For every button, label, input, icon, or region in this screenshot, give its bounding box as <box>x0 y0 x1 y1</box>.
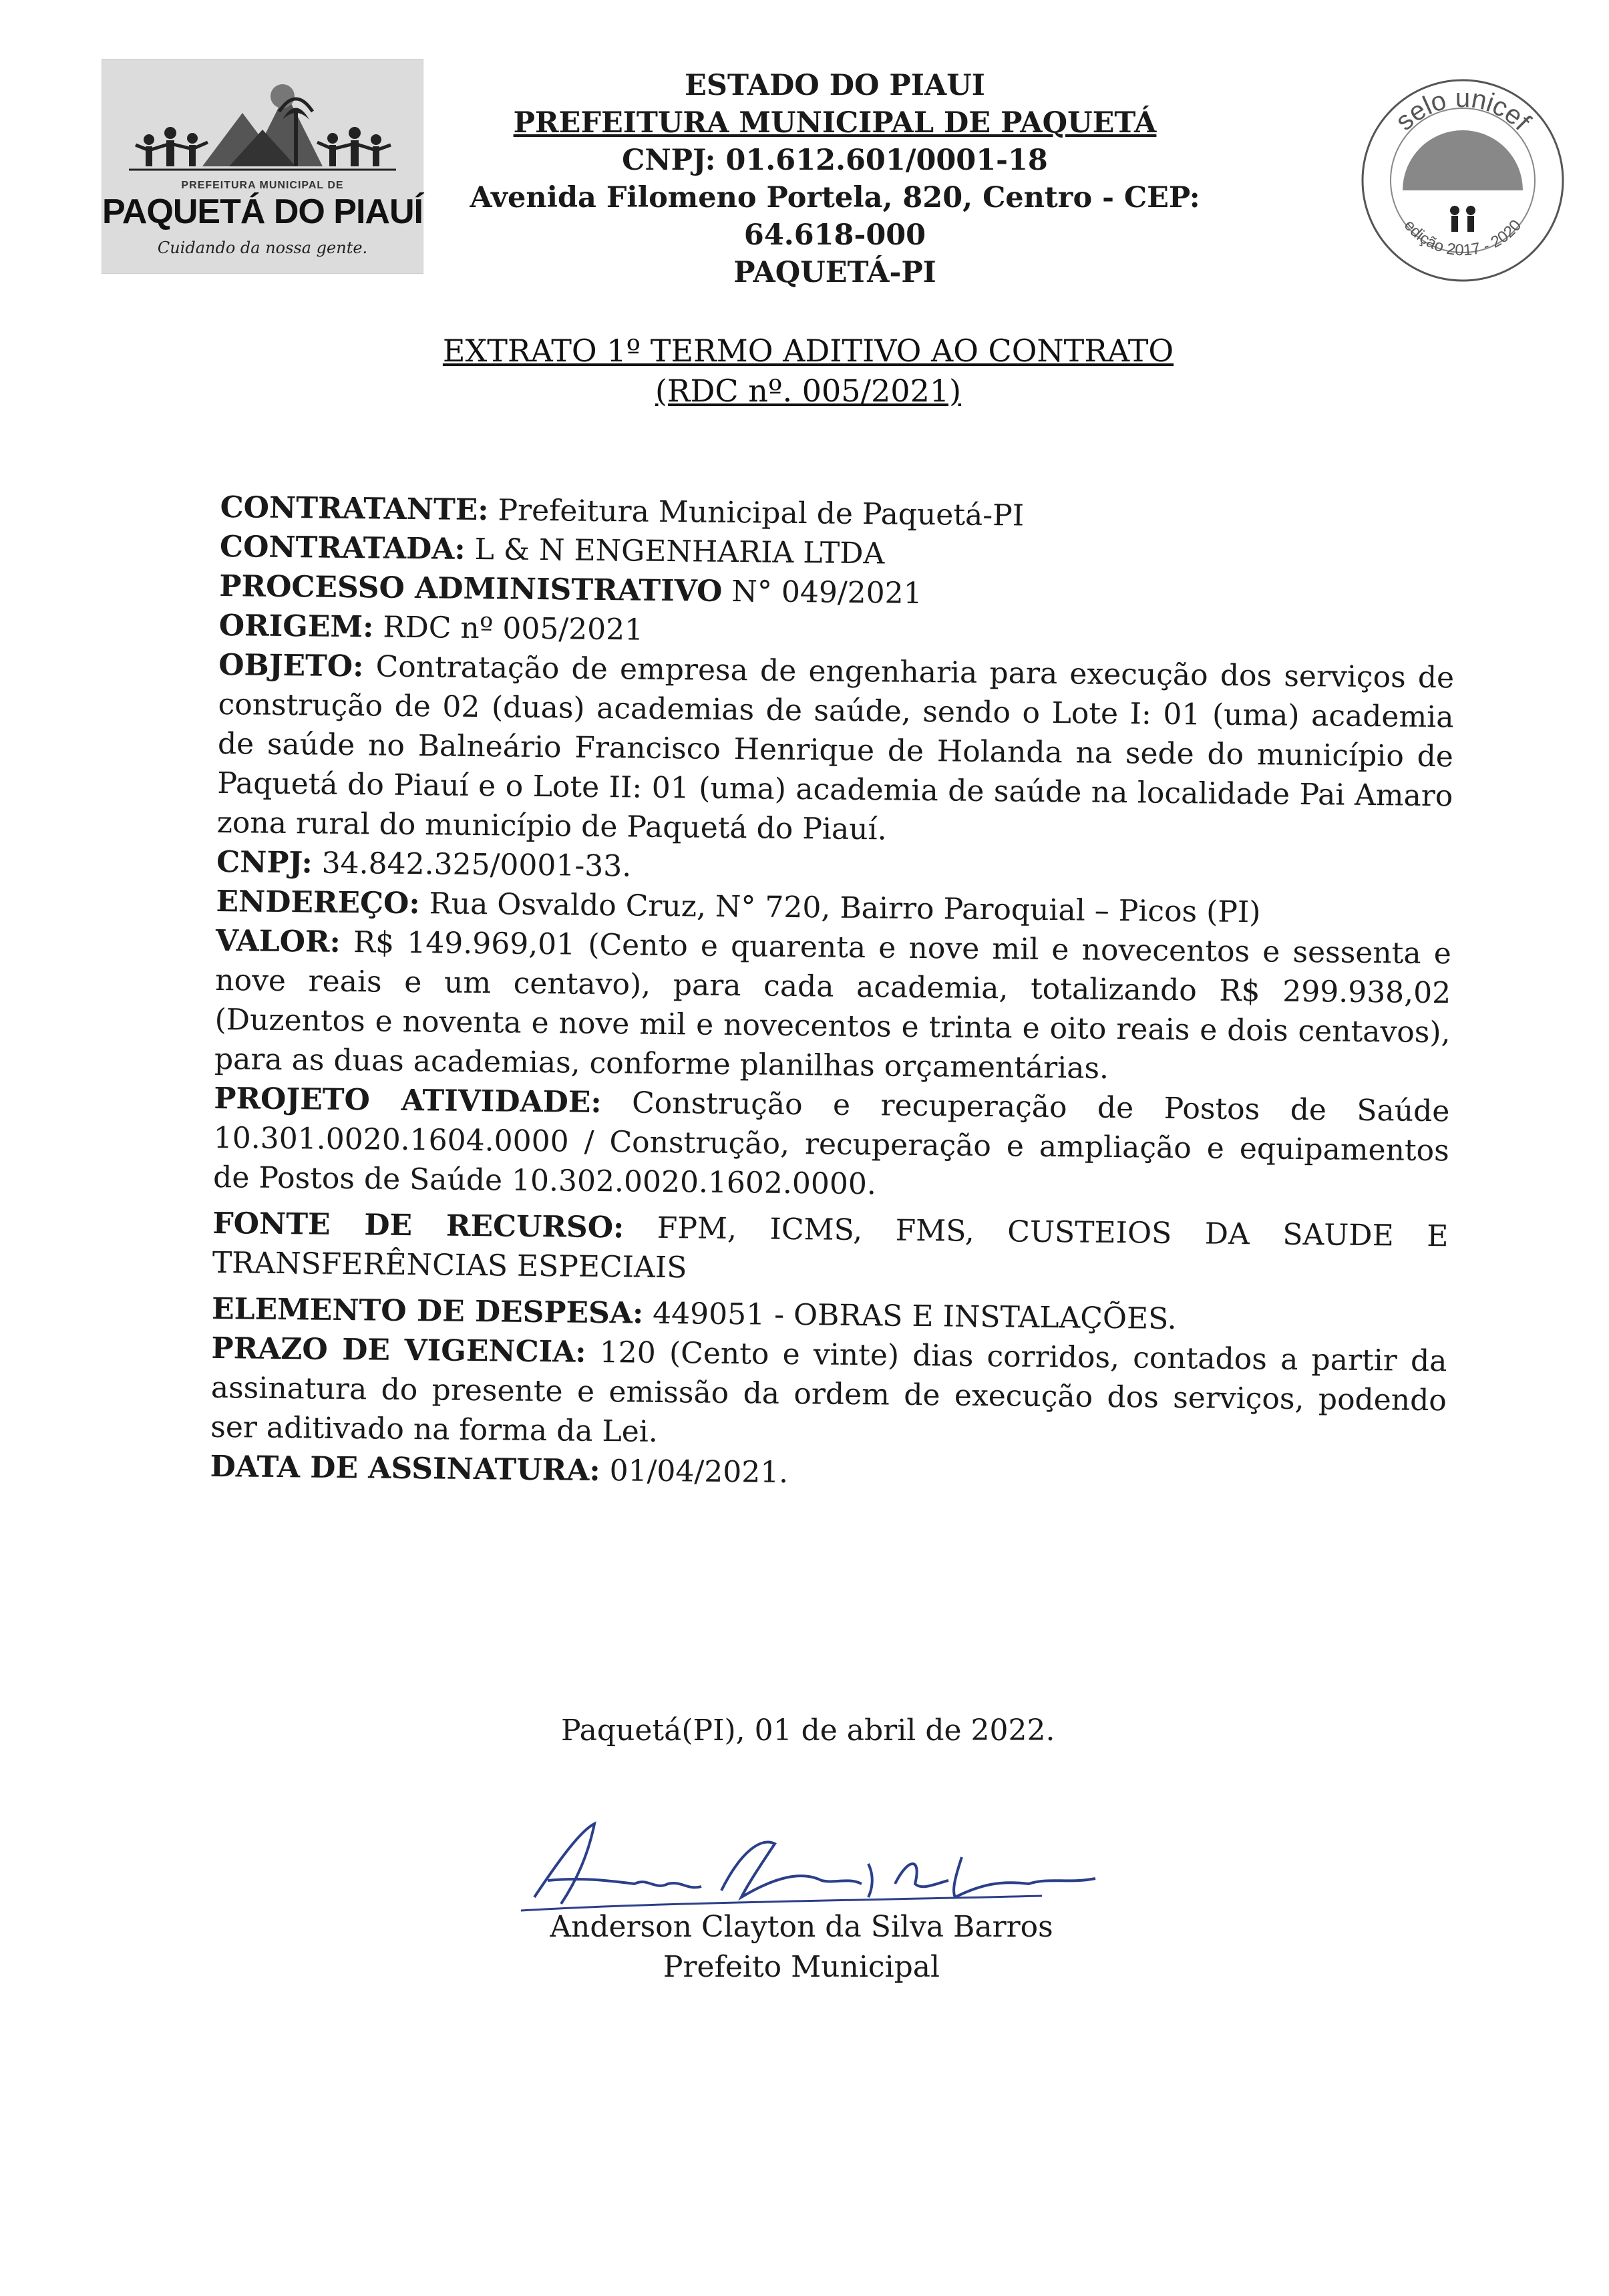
signer-block <box>401 1907 1202 1987</box>
field-value: RDC nº 005/2021 <box>373 610 644 647</box>
logo-figures-icon <box>129 66 396 193</box>
field-label: ELEMENTO DE DESPESA: <box>211 1291 644 1331</box>
unicef-seal-icon <box>1356 73 1570 287</box>
field-value: Rua Osvaldo Cruz, N° 720, Bairro Paroquial – Picos (PI) <box>419 886 1261 930</box>
field-value: N° 049/2021 <box>722 574 922 611</box>
field-label: ORIGEM: <box>218 608 374 645</box>
field-value: 01/04/2021. <box>600 1454 789 1490</box>
field-value: FPM, ICMS, FMS, CUSTEIOS DA SAUDE E TRANSFERÊNCIAS ESPECIAIS <box>212 1210 1449 1285</box>
header-city: PAQUETÁ-PI <box>733 256 936 289</box>
field-label: PROCESSO ADMINISTRATIVO <box>219 568 723 609</box>
field-label: CONTRATANTE: <box>220 490 489 528</box>
title-line-2: (RDC nº. 005/2021) <box>655 373 962 409</box>
place-and-date: Paquetá(PI), 01 de abril de 2022. <box>561 1713 1055 1748</box>
field-fonte-recurso <box>212 1204 1449 1295</box>
field-value: Construção e recuperação de Postos de Saúde 10.301.0020.1604.0000 / Construção, recuperação e ampliação e equipamentos de Postos de Saúde 10.302.0020.1602.0000. <box>212 1086 1450 1202</box>
field-value: Contratação de empresa de engenharia para execução dos serviços de construção de 02 (duas) academias de saúde, sendo o Lote I: 01 (uma) academia de saúde no Balneário Francisco Henrique de Holanda na sede do município de Paquetá do Piauí e o Lote II: 01 (uma) academia de saúde na localidade Pai Amaro zona rural do município de Paquetá do Piauí. <box>216 649 1455 847</box>
seal-bottom-text: edição 2017 - 2020 <box>1400 216 1526 260</box>
field-prazo-vigencia <box>210 1329 1447 1460</box>
field-label: VALOR: <box>215 923 341 959</box>
field-label: PROJETO ATIVIDADE: <box>214 1081 602 1120</box>
header-prefeitura: PREFEITURA MUNICIPAL DE PAQUETÁ <box>513 106 1157 140</box>
field-value: 34.842.325/0001-33. <box>312 846 632 884</box>
logo-slogan: Cuidando da nossa gente. <box>157 238 368 257</box>
header-state: ESTADO DO PIAUI <box>685 69 985 102</box>
header-cnpj: CNPJ: 01.612.601/0001-18 <box>622 144 1048 177</box>
field-value: L & N ENGENHARIA LTDA <box>465 532 885 571</box>
signer-name: Anderson Clayton da Silva Barros <box>550 1910 1053 1944</box>
municipal-logo <box>102 59 423 274</box>
signer-role: Prefeito Municipal <box>663 1950 940 1984</box>
field-value: R$ 149.969,01 (Cento e quarenta e nove mil e novecentos e sessenta e nove reais e um centavo), para cada academia, totalizando R$ 299.938,02 (Duzentos e noventa e nove mil e novecentos e trinta e oito reais e dois centavos), para as duas academias, conforme planilhas orçamentárias. <box>214 925 1452 1086</box>
unicef-seal <box>1356 73 1570 287</box>
header-address: Avenida Filomeno Portela, 820, Centro - CEP: 64.618-000 <box>470 181 1200 252</box>
letterhead <box>427 67 1242 291</box>
field-label: CONTRATADA: <box>219 529 466 566</box>
svg-text:selo unicef <box>1390 84 1537 136</box>
field-label: FONTE DE RECURSO: <box>212 1206 624 1245</box>
seal-top-text: selo unicef <box>1389 84 1536 136</box>
svg-text:edição 2017 - 2020 <box>1401 216 1526 259</box>
logo-small-text: PREFEITURA MUNICIPAL DE <box>181 180 344 191</box>
contract-details <box>210 488 1456 1499</box>
field-value: 449051 - OBRAS E INSTALAÇÕES. <box>643 1296 1177 1337</box>
document-title <box>374 331 1242 411</box>
handwritten-signature <box>521 1817 1109 1917</box>
field-value: Prefeitura Municipal de Paquetá-PI <box>488 493 1025 533</box>
field-value: 120 (Cento e vinte) dias corridos, contados a partir da assinatura do presente e emissão da ordem de execução dos serviços, podendo ser aditivado na forma da Lei. <box>210 1335 1447 1449</box>
title-line-1: EXTRATO 1º TERMO ADITIVO AO CONTRATO <box>442 333 1174 369</box>
logo-title: PAQUETÁ DO PIAUÍ <box>102 192 423 231</box>
field-projeto-atividade <box>213 1079 1450 1210</box>
field-label: OBJETO: <box>218 647 364 684</box>
field-objeto <box>216 645 1454 855</box>
field-valor <box>214 921 1451 1092</box>
field-label: PRAZO DE VIGENCIA: <box>211 1331 586 1369</box>
field-label: ENDEREÇO: <box>216 884 420 921</box>
field-label: DATA DE ASSINATURA: <box>210 1449 600 1488</box>
field-label: CNPJ: <box>216 844 313 880</box>
